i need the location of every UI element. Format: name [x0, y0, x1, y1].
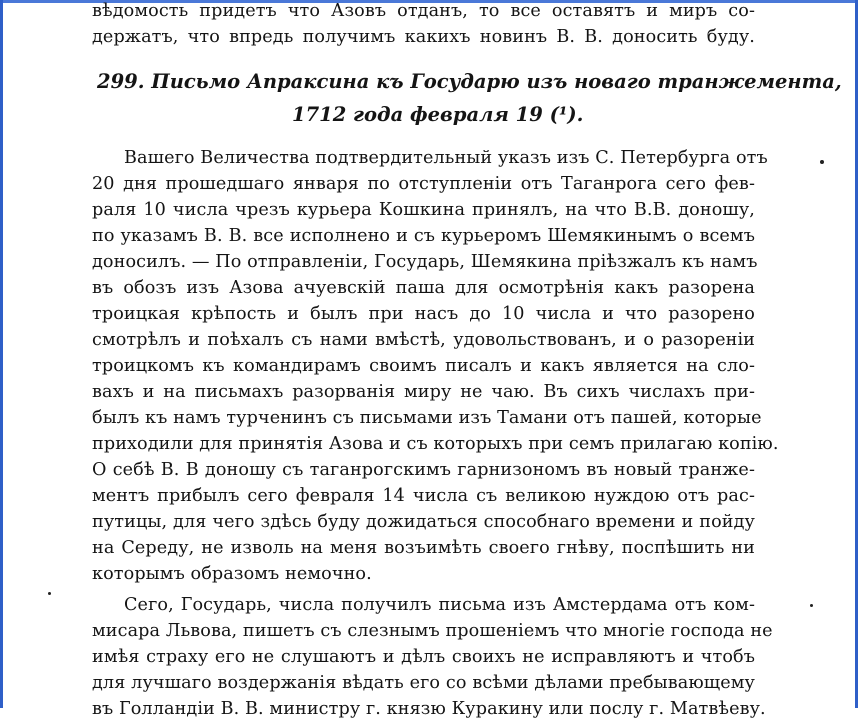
text-line: троицкая крѣпость и былъ при насъ до 10 числа и что разорено [92, 304, 755, 324]
text-line: въ Голландіи В. В. министру г. князю Куракину или послу г. Матвѣеву. [92, 699, 766, 719]
text-line: на Середу, не изволь на меня возъимѣть своего гнѣву, поспѣшить ни [92, 538, 755, 558]
section-heading-line1: 299. Письмо Апраксина къ Государю изъ новаго транжемента, [97, 70, 842, 93]
scan-speck [820, 160, 824, 164]
text-line: Вашего Величества подтвердительный указъ изъ С. Петербурга отъ [124, 148, 768, 168]
text-line: вахъ и на письмахъ разорванія миру не чаю. Въ сихъ числахъ при- [92, 382, 755, 402]
text-line: мисара Львова, пишетъ съ слезнымъ прошеніемъ что многіе господа не [92, 621, 773, 641]
text-line: приходили для принятія Азова и съ которыхъ при семъ прилагаю копію. [92, 434, 779, 454]
text-line: смотрѣлъ и поѣхалъ съ нами вмѣстѣ, удовольствованъ, и о разореніи [92, 330, 755, 350]
text-line: доносилъ. — По отправленіи, Государь, Шемякина пріѣзжалъ къ намъ [92, 252, 758, 272]
window-frame-left [0, 0, 3, 708]
text-line: въ обозъ изъ Азова ачуевскій паша для осмотрѣнія какъ разорена [92, 278, 755, 298]
text-line: троицкомъ къ командирамъ своимъ писалъ и какъ является на сло- [92, 356, 755, 376]
text-line: 20 дня прошедшаго января по отступленіи отъ Таганрога сего фев- [92, 174, 755, 194]
text-line: для лучшаго воздержанія вѣдать его со всѣми дѣлами пребывающему [92, 673, 755, 693]
text-line: вѣдомость придетъ что Азовъ отданъ, то все оставятъ и миръ со- [92, 1, 755, 21]
text-line: держатъ, что впредь получимъ какихъ новинъ В. В. доносить буду. [92, 27, 755, 47]
text-line: ментъ прибылъ сего февраля 14 числа съ великою нуждою отъ рас- [92, 486, 755, 506]
text-line: О себѣ В. В доношу съ таганрогскимъ гарнизономъ въ новый транже- [92, 460, 755, 480]
text-line: путицы, для чего здѣсь буду дожидаться способнаго времени и пойду [92, 512, 755, 532]
section-heading-line2: 1712 года февраля 19 (¹). [292, 103, 584, 126]
text-line: по указамъ В. В. все исполнено и съ курьеромъ Шемякинымъ о всемъ [92, 226, 755, 246]
text-line: былъ къ намъ турченинъ съ письмами изъ Тамани отъ пашей, которые [92, 408, 762, 428]
text-line: имѣя страху его не слушаютъ и дѣлъ своихъ не исправляютъ и чтобъ [92, 647, 755, 667]
text-line: Сего, Государь, числа получилъ письма изъ Амстердама отъ ком- [124, 595, 755, 615]
scan-speck [810, 604, 813, 607]
scan-speck [48, 592, 51, 595]
text-line: раля 10 числа чрезъ курьера Кошкина принялъ, на что В.В. доношу, [92, 200, 755, 220]
text-line: которымъ образомъ немочно. [92, 564, 372, 584]
